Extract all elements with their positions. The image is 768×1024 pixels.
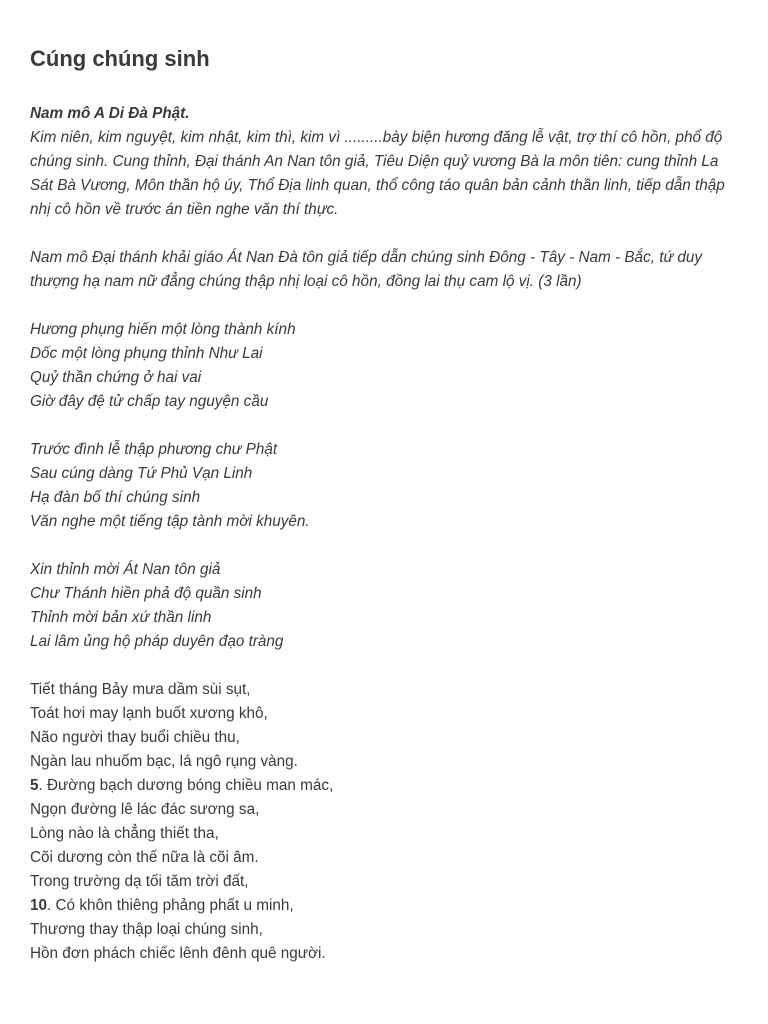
- line-number: 10: [30, 897, 48, 914]
- poem-line: [30, 702, 745, 726]
- poem-line: [30, 678, 745, 702]
- line-number: 5: [30, 777, 39, 794]
- stanza-line: Quỷ thần chứng ở hai vai: [30, 369, 202, 386]
- poem-line: [30, 774, 745, 798]
- intro-section: [30, 102, 745, 222]
- stanza-line: Thỉnh mời bản xứ thần linh: [30, 609, 212, 626]
- poem-line-text: Ngàn lau nhuốm bạc, lá ngô rụng vàng.: [30, 753, 298, 770]
- poem-line-text: Tiết tháng Bảy mưa dầm sùi sụt,: [30, 681, 251, 698]
- poem-line-text: Trong trường dạ tối tăm trời đất,: [30, 873, 249, 890]
- poem-line: [30, 822, 745, 846]
- invocation-paragraph: Nam mô Đại thánh khải giáo Át Nan Đà tôn giả tiếp dẫn chúng sinh Đông - Tây - Nam - Bắc, tứ duy thượng hạ nam nữ đẳng chúng thập nhị loại cô hồn, đồng lai thụ cam lộ vị. (3 lần): [30, 249, 703, 290]
- poem-line: [30, 750, 745, 774]
- poem-line-text: . Đường bạch dương bóng chiều man mác,: [38, 777, 334, 794]
- stanza-3: [30, 558, 745, 654]
- stanza-line: Hương phụng hiến một lòng thành kính: [30, 321, 296, 338]
- poem-section: [30, 678, 745, 966]
- poem-line: [30, 870, 745, 894]
- poem-line-text: Não người thay buổi chiều thu,: [30, 729, 240, 746]
- poem-line-text: Cõi dương còn thế nữa là cõi âm.: [30, 849, 259, 866]
- page-title: Cúng chúng sinh: [30, 46, 210, 71]
- poem-line-text: Lòng nào là chẳng thiết tha,: [30, 825, 219, 842]
- stanza-line: Xin thỉnh mời Át Nan tôn giả: [30, 561, 221, 578]
- stanza-line: Chư Thánh hiền phả độ quần sinh: [30, 585, 262, 602]
- poem-line-text: Toát hơi may lạnh buốt xương khô,: [30, 705, 268, 722]
- poem-line: [30, 726, 745, 750]
- stanza-line: Lai lâm ủng hộ pháp duyên đạo tràng: [30, 633, 284, 650]
- stanza-line: Văn nghe một tiếng tập tành mời khuyên.: [30, 513, 310, 530]
- intro-paragraph: Kim niên, kim nguyệt, kim nhật, kim thì, kim vì .........bày biện hương đăng lễ vật, trợ thí cô hồn, phổ độ chúng sinh. Cung thỉnh, Đại thánh An Nan tôn giả, Tiêu Diện quỷ vương Bà la môn tiên: cung thỉnh La Sát Bà Vương, Môn thần hộ úy, Thổ Địa linh quan, thổ công táo quân bản cảnh thần linh, tiếp dẫn thập nhị cô hồn về trước án tiền nghe văn thí thực.: [30, 129, 725, 218]
- poem-line-text: Hồn đơn phách chiếc lênh đênh quê người.: [30, 945, 326, 962]
- stanza-line: Dốc một lòng phụng thỉnh Như Lai: [30, 345, 263, 362]
- stanza-2: [30, 438, 745, 534]
- poem-line-text: Ngọn đường lê lác đác sương sa,: [30, 801, 260, 818]
- poem-line: [30, 798, 745, 822]
- stanza-line: Sau cúng dàng Tứ Phủ Vạn Linh: [30, 465, 253, 482]
- stanza-line: Giờ đây đệ tử chấp tay nguyện cầu: [30, 393, 269, 410]
- poem-line: [30, 894, 745, 918]
- poem-line-text: . Có khôn thiêng phảng phất u minh,: [47, 897, 294, 914]
- intro-heading: Nam mô A Di Đà Phật.: [30, 105, 190, 122]
- poem-line: [30, 846, 745, 870]
- poem-line: [30, 942, 745, 966]
- stanza-1: [30, 318, 745, 414]
- stanza-line: Hạ đàn bố thí chúng sinh: [30, 489, 201, 506]
- poem-line-text: Thương thay thập loại chúng sinh,: [30, 921, 263, 938]
- poem-line: [30, 918, 745, 942]
- stanza-line: Trước đình lễ thập phương chư Phật: [30, 441, 278, 458]
